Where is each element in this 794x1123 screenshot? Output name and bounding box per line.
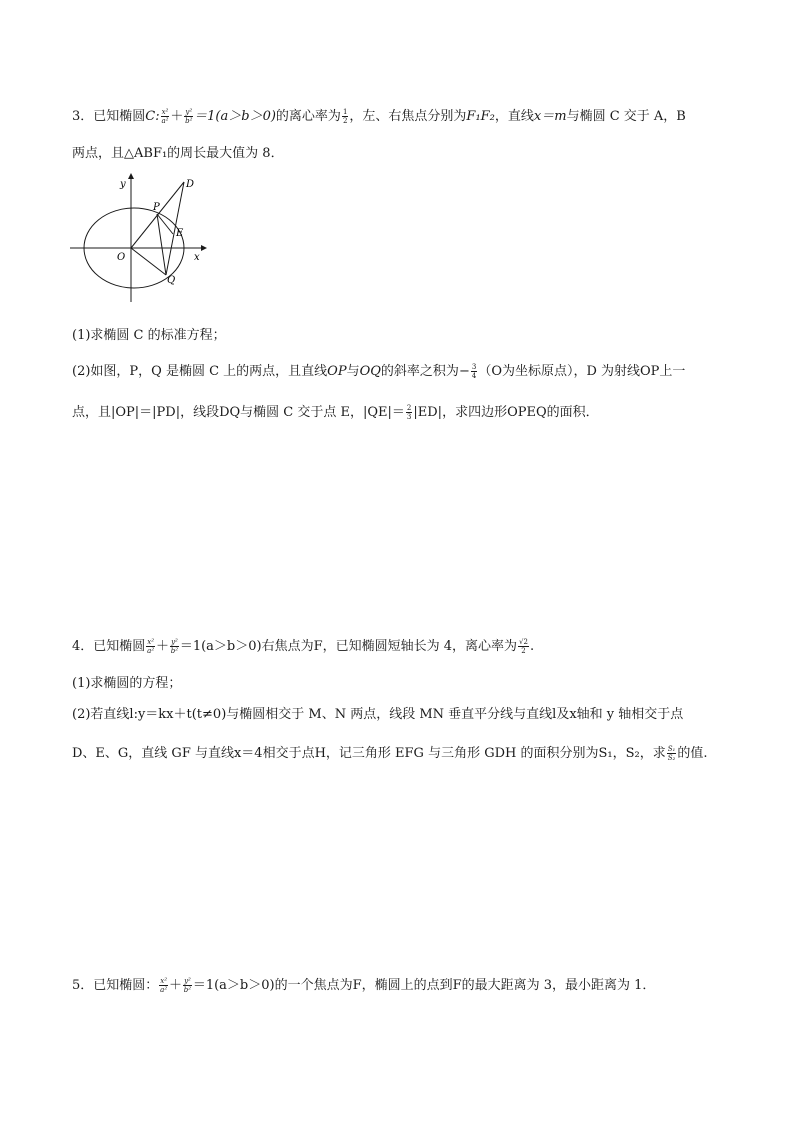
numerator: y² [184, 977, 191, 985]
q4-line1: 4．已知椭圆 $\frac{\text{x²}}{\text{a²}}$ ＋ $\frac{\text{y²}}{\text{b²}}$ ＝1(a＞b＞0)右焦点为F，已知椭圆短轴长为 4，离心率为 $\frac{√2}{2}$ . [72, 638, 535, 655]
q3-text: 的离心率为 [275, 109, 341, 124]
math-OQ: OQ [359, 364, 381, 379]
denominator: 4 [471, 372, 477, 380]
label-E: E [176, 228, 184, 239]
q3-text: 点，且|OP|＝|PD|，线段DQ与椭圆 C 交于点 E，|QE|＝ [72, 405, 405, 420]
segment-OQ [131, 248, 166, 275]
ellipse-figure [68, 172, 213, 304]
q3-text: 3．已知椭圆 [72, 109, 146, 124]
q3-text: 与 [346, 364, 360, 379]
q3-text: 的斜率之积为 [380, 364, 459, 379]
fraction-two-thirds [406, 404, 412, 421]
fraction-x2-a2 [146, 638, 155, 655]
label-P: P [153, 202, 160, 213]
q3-text: ，直线 [494, 109, 534, 124]
q3-part1: (1)求椭圆 C 的标准方程； [72, 328, 226, 343]
q4-text: 的值. [677, 746, 708, 761]
fraction-one-half [342, 108, 348, 125]
q3-part2-line2 [72, 404, 599, 421]
line-eq: x＝m [533, 109, 567, 124]
q5-text: 5．已知椭圆： [72, 978, 159, 993]
numerator: y² [171, 638, 178, 646]
numerator: √2 [519, 638, 528, 646]
q4-part2-line1: (2)若直线l:y＝kx＋t(t≠0)与椭圆相交于 M、N 两点，线段 MN 垂直平分线与直线l及x轴和 y 轴相交于点 [72, 707, 684, 722]
fraction-x2-a2 [159, 977, 168, 994]
numerator: 3 [471, 363, 477, 371]
numerator: 1 [342, 108, 348, 116]
denominator: a² [161, 117, 169, 125]
q4-part2-line2 [72, 745, 707, 762]
q3-text: 与椭圆 C 交于 A，B [566, 109, 686, 124]
denominator: a² [160, 986, 168, 994]
fraction-y2-b2 [183, 977, 192, 994]
q3-text: |ED|，求四边形OPEQ的面积． [413, 405, 599, 420]
numerator: x² [147, 638, 155, 646]
numerator: y² [185, 108, 193, 116]
math-OP: OP [327, 364, 347, 379]
q3-part2-line1: (2)如图，P，Q 是椭圆 C 上的两点，且直线OP与OQ的斜率之积为− $\frac{3}{4}$ （O为坐标原点），D 为射线OP上一 [72, 363, 686, 380]
denominator: 3 [406, 413, 412, 421]
q5-text: ＝1(a＞b＞0)的一个焦点为F，椭圆上的点到F的最大距离为 3，最小距离为 1． [192, 978, 656, 993]
fraction-x2-a2 [161, 108, 170, 125]
q4-text: ＝1(a＞b＞0)右焦点为F，已知椭圆短轴长为 4，离心率为 [179, 639, 518, 654]
q4-text: 4．已知椭圆 [72, 639, 146, 654]
fraction-three-fourths [471, 363, 477, 380]
numerator: 2 [406, 404, 412, 412]
denominator: b² [185, 117, 193, 125]
q5-line1: 5．已知椭圆： $\frac{\text{x²}}{\text{a²}}$ ＋ $\frac{\text{y²}}{\text{b²}}$ ＝1(a＞b＞0)的一个焦点为F，椭圆上的点到F的最大距离为 3，最小距离为 1． [72, 977, 656, 994]
label-D: D [186, 179, 195, 190]
numerator: x² [161, 108, 169, 116]
fraction-s1-s2 [667, 745, 677, 762]
q3-text: ，左、右焦点分别为 [349, 109, 467, 124]
denominator: b² [183, 986, 192, 994]
label-Q: Q [167, 275, 176, 286]
q4-text: D、E、G，直线 GF 与直线x＝4相交于点H，记三角形 EFG 与三角形 GDH 的面积分别为S₁，S₂，求 [72, 746, 666, 761]
q3-text: （O为坐标原点），D 为射线OP上一 [478, 364, 686, 379]
numerator: x² [160, 977, 168, 985]
fraction-sqrt2-over-2 [518, 638, 529, 655]
numerator: S₁ [667, 745, 676, 753]
label-O: O [117, 252, 126, 263]
denominator: 2 [521, 647, 526, 655]
fraction-y2-b2 [170, 638, 179, 655]
q3-line1: 3．已知椭圆C: $\frac{\text{x²}}{\text{a²}}$ ＋ $\frac{\text{y²}}{\text{b²}}$ ＝1(a＞b＞0)的离心率为 $\frac{1}{2}$ ，左、右焦点分别为F₁F₂，直线x＝m与椭圆 C 交于 A，B [72, 108, 686, 125]
q4-part1: (1)求椭圆的方程； [72, 676, 182, 691]
denominator: b² [170, 647, 179, 655]
fraction-y2-b2 [184, 108, 193, 125]
ellipse-name: C: [145, 109, 160, 124]
denominator: a² [147, 647, 155, 655]
foci: F₁F₂ [466, 109, 495, 124]
q3-text: (2)如图，P，Q 是椭圆 C 上的两点，且直线 [72, 364, 328, 379]
q3-line2: 两点，且△ABF₁的周长最大值为 8． [72, 146, 284, 161]
denominator: 2 [342, 117, 348, 125]
denominator: S₂ [667, 754, 676, 762]
ellipse-condition: ＝1(a＞b＞0) [194, 109, 276, 124]
label-y: y [120, 179, 126, 190]
label-x: x [194, 252, 200, 263]
